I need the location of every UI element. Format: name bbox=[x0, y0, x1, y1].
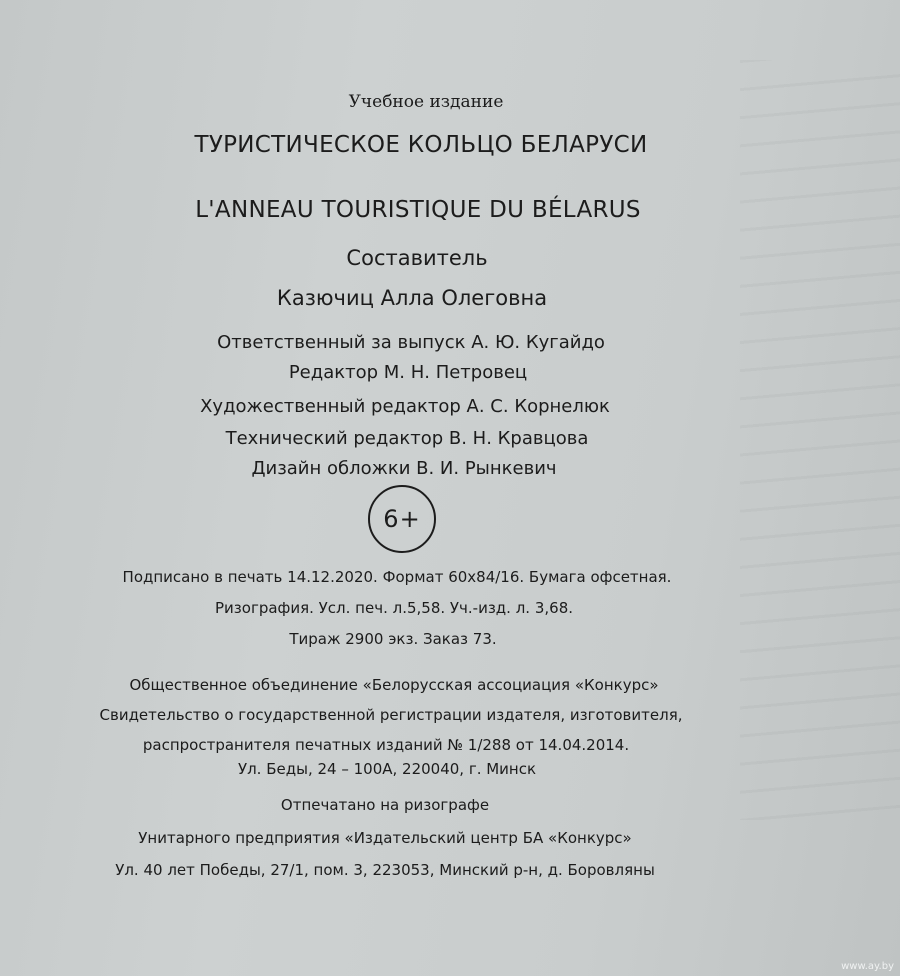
age-rating-badge bbox=[368, 485, 436, 553]
publisher-registration: распространителя печатных изданий № 1/288 от 14.04.2014. bbox=[142, 736, 630, 754]
credit-cover-design: Дизайн обложки В. И. Рынкевич bbox=[251, 458, 557, 479]
print-info-line-3: Тираж 2900 экз. Заказ 73. bbox=[289, 630, 497, 648]
age-rating-text: 6+ bbox=[383, 505, 421, 533]
credit-editor: Редактор М. Н. Петровец bbox=[288, 362, 528, 383]
publisher-certificate: Свидетельство о государственной регистрации издателя, изготовителя, bbox=[99, 706, 683, 724]
printer-name: Унитарного предприятия «Издательский центр БА «Конкурс» bbox=[138, 829, 632, 847]
title-french: L'ANNEAU TOURISTIQUE DU BÉLARUS bbox=[195, 197, 641, 223]
credit-responsible: Ответственный за выпуск А. Ю. Кугайдо bbox=[217, 332, 605, 353]
credit-art-editor: Художественный редактор А. С. Корнелюк bbox=[200, 396, 610, 417]
compiler-label: Составитель bbox=[346, 246, 488, 270]
printer-address: Ул. 40 лет Победы, 27/1, пом. 3, 223053, Минский р-н, д. Боровляны bbox=[115, 861, 655, 879]
credit-tech-editor: Технический редактор В. Н. Кравцова bbox=[225, 428, 589, 449]
compiler-name: Казючиц Алла Олеговна bbox=[276, 286, 548, 310]
print-info-line-2: Ризография. Усл. печ. л.5,58. Уч.-изд. л. 3,68. bbox=[214, 599, 574, 617]
title-russian: ТУРИСТИЧЕСКОЕ КОЛЬЦО БЕЛАРУСИ bbox=[194, 132, 648, 158]
printer-label: Отпечатано на ризографе bbox=[280, 796, 490, 814]
print-info-line-1: Подписано в печать 14.12.2020. Формат 60х84/16. Бумага офсетная. bbox=[122, 568, 672, 586]
edition-type: Учебное издание bbox=[348, 92, 504, 112]
site-watermark: www.ay.by bbox=[841, 961, 894, 972]
publisher-address: Ул. Беды, 24 – 100А, 220040, г. Минск bbox=[237, 760, 537, 778]
publisher-name: Общественное объединение «Белорусская ассоциация «Конкурс» bbox=[129, 676, 659, 694]
paper-bleed-texture bbox=[740, 60, 900, 820]
